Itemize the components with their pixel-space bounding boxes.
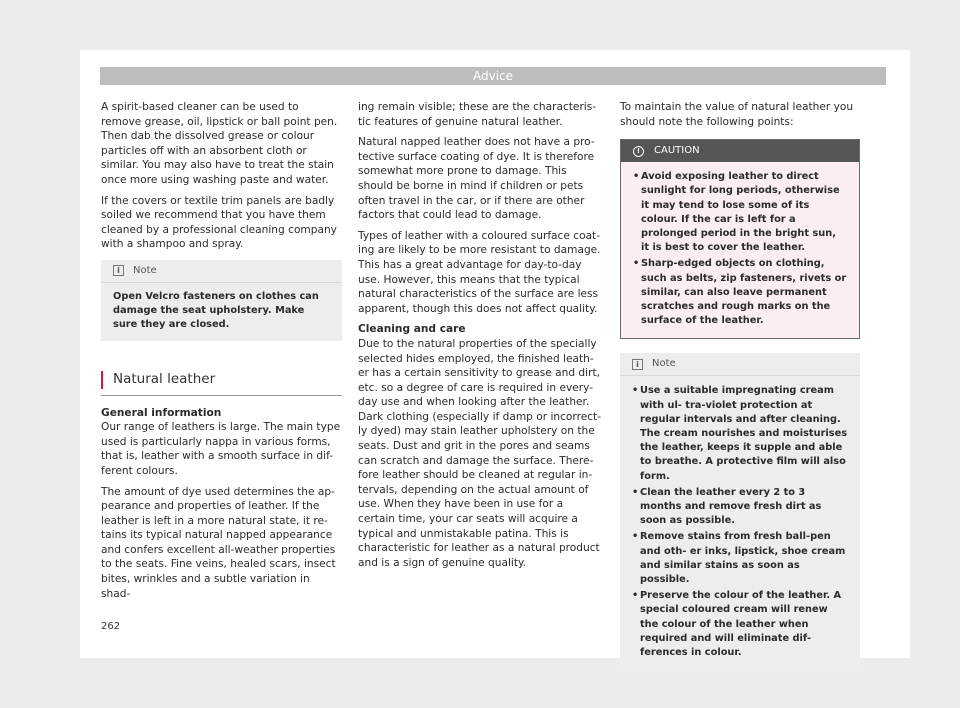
note-header bbox=[620, 353, 860, 376]
paragraph: If the covers or textile trim panels are badly soiled we recommend that you have them cleaned by a professional cleaning company with a shampoo and spray. bbox=[101, 194, 337, 251]
column-right bbox=[620, 100, 860, 670]
note-header bbox=[101, 260, 342, 283]
manual-page bbox=[80, 50, 910, 658]
note-item: • Remove stains from fresh ball-pen and oth- er inks, lipstick, shoe cream and similar stains as soon as possible. bbox=[632, 530, 848, 587]
section-header: Advice bbox=[100, 67, 886, 85]
section-title bbox=[101, 371, 342, 396]
title-accent-bar bbox=[101, 371, 103, 389]
subheading: Cleaning and care bbox=[358, 323, 466, 336]
paragraph: To maintain the value of natural leather you should note the following points: bbox=[620, 101, 854, 128]
caution-item: • Sharp-edged objects on clothing, such as belts, zip fasteners, rivets or similar, can also leave permanent scratches and rough marks on the surface of the leather. bbox=[633, 257, 847, 328]
note-item: • Preserve the colour of the leather. A special coloured cream will renew the colour of the leather when required and will eliminate dif- ferences in colour. bbox=[632, 589, 848, 660]
caution-list bbox=[621, 162, 859, 338]
note-box bbox=[101, 260, 342, 341]
paragraph: Natural napped leather does not have a pro- tective surface coating of dye. It is therefore somewhat more prone to damage. This should be borne in mind if children or pets often travel in the car, or if there are other factors that could lead to damage. bbox=[358, 136, 595, 222]
paragraph: The amount of dye used determines the ap- pearance and properties of leather. If the leather is left in a more natural state, it re- tains its typical natural napped appearance and confers excellent all-weather properties to the seats. Fine veins, healed scars, insect bites, wrinkles and a subtle variation in shad- bbox=[101, 485, 336, 600]
paragraph: Our range of leathers is large. The main type used is particularly nappa in various forms, that is, leather with a smooth surface in dif- ferent colours. bbox=[101, 421, 341, 477]
page-number: 262 bbox=[101, 621, 121, 632]
note-label: Note bbox=[133, 264, 157, 276]
note-item: • Use a suitable impregnating cream with ul- tra-violet protection at regular intervals and after cleaning. The cream nourishes and moisturises the leather, keeps it supple and able to breathe. A protective film will also form. bbox=[632, 384, 848, 483]
info-icon: i bbox=[113, 265, 124, 276]
note-text: Open Velcro fasteners on clothes can damage the seat upholstery. Make sure they are closed. bbox=[113, 290, 319, 331]
caution-header bbox=[621, 140, 859, 162]
paragraph: ing remain visible; these are the characteris- tic features of genuine natural leather. bbox=[358, 101, 597, 128]
paragraph: A spirit-based cleaner can be used to remove grease, oil, lipstick or ball point pen. Then dab the dissolved grease or colour particles off with an absorbent cloth or similar. You may also have to treat the stain once more using washing paste and water. bbox=[101, 101, 338, 186]
section-title-text: Natural leather bbox=[113, 371, 216, 388]
caution-item: • Avoid exposing leather to direct sunlight for long periods, otherwise it may tend to lose some of its colour. If the car is left for a prolonged period in the bright sun, it is best to cover the leather. bbox=[633, 170, 847, 255]
note-list bbox=[620, 376, 860, 670]
note-label: Note bbox=[652, 358, 676, 370]
warning-icon: ! bbox=[633, 146, 644, 157]
note-item: • Clean the leather every 2 to 3 months and remove fresh dirt as soon as possible. bbox=[632, 486, 848, 529]
paragraph: Due to the natural properties of the specially selected hides employed, the finished leath- er has a certain sensitivity to grease and dirt, etc. so a degree of care is required in every- day use and when looking after the leather. Dark clothing (especially if damp or incorrect- ly dyed) may stain leather upholstery on the seats. Dust and grit in the pores and seams can scratch and damage the surface. There- fore leather should be cleaned at regular in- tervals, depending on the actual amount of use. When they have been in use for a certain time, your car seats will acquire a typical and unmistakable patina. This is characteristic for leather as a natural product and is a sign of genuine quality. bbox=[358, 337, 602, 569]
note-box bbox=[620, 353, 860, 670]
caution-box bbox=[620, 139, 860, 339]
caution-label: CAUTION bbox=[654, 144, 700, 156]
column-middle bbox=[358, 100, 603, 576]
paragraph: Types of leather with a coloured surface coat- ing are likely to be more resistant to damage. This has a great advantage for day-to-day use. However, this means that the typical natural characteristics of the surface are less apparent, though this does not affect quality. bbox=[358, 229, 601, 315]
column-left bbox=[101, 100, 342, 607]
info-icon: i bbox=[632, 359, 643, 370]
subheading: General information bbox=[101, 406, 222, 419]
